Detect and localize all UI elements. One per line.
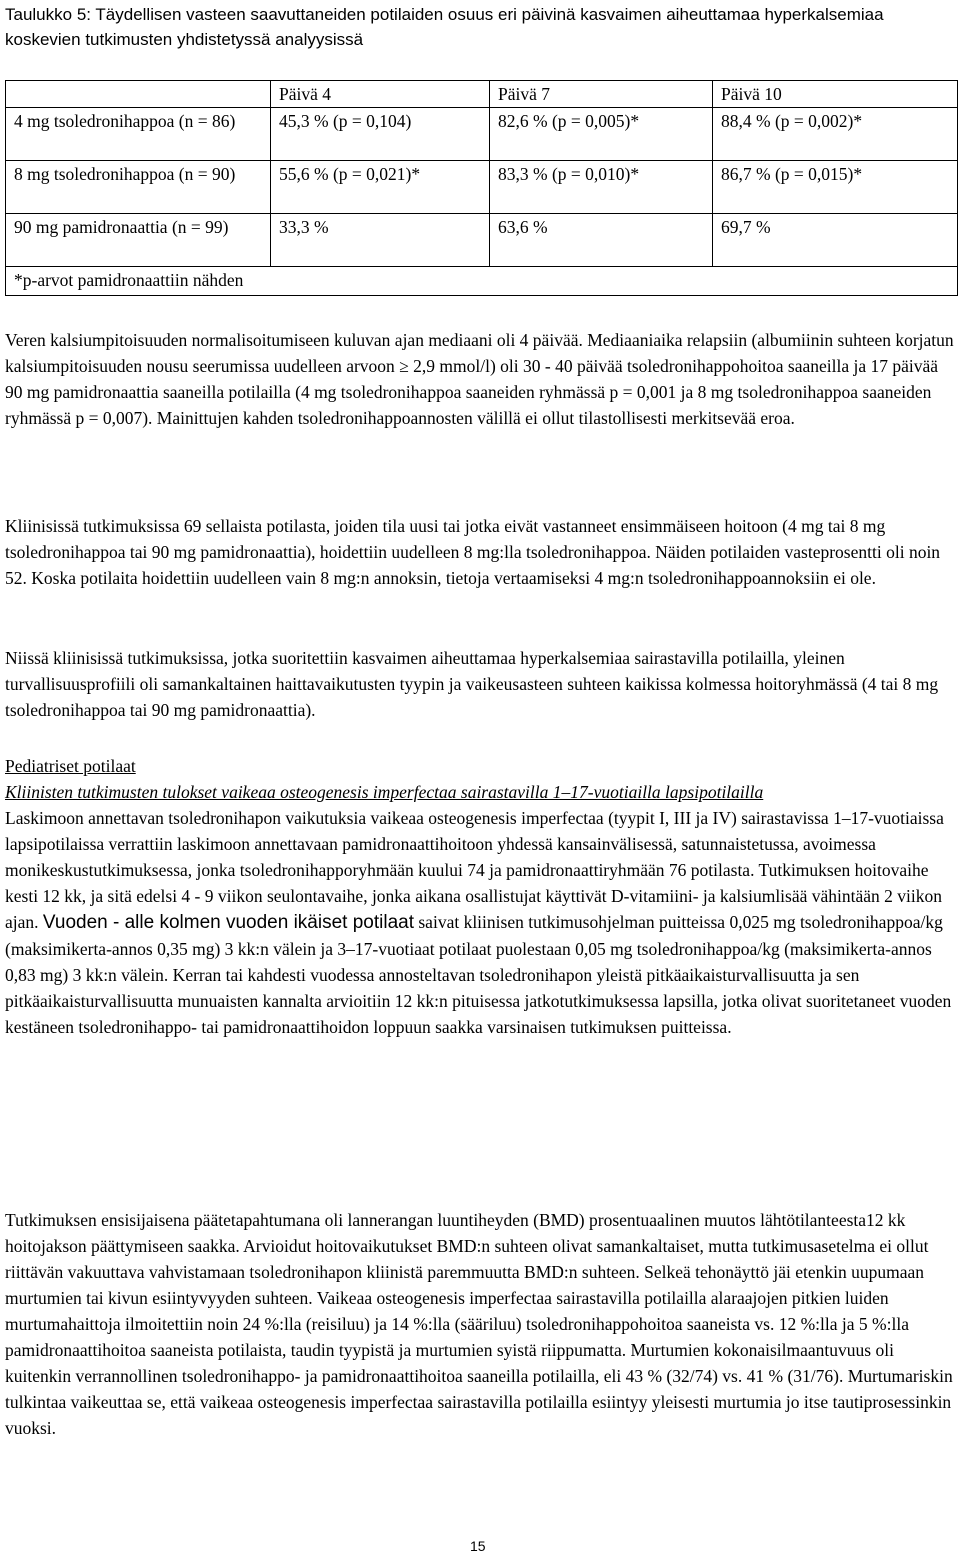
section-heading: Pediatriset potilaat bbox=[5, 756, 136, 776]
table-row bbox=[6, 214, 958, 267]
subsection-heading: Kliinisten tutkimusten tulokset vaikeaa osteogenesis imperfectaa sairastavilla 1–17-vuotiailla lapsipotilailla bbox=[5, 782, 764, 802]
table-footnote-row bbox=[6, 267, 958, 296]
results-table bbox=[5, 80, 958, 296]
paragraph-text: Mediaaniaika relapsiin (albumiinin suhteen korjatun kalsiumpitoisuuden nousu seerumissa uudelleen arvoon bbox=[5, 330, 954, 376]
paragraph-text: Laskimoon annettavan tsoledronihapon vaikutuksia vaikeaa osteogenesis imperfectaa (tyypit I, III ja IV) sairastavissa 1–17-vuotiaissa lapsipotilaissa verrattiin laskimoon annettavaan pamidronaattihoitoon yhdessä kansainvälisessä, satunnaistetussa, avoimessa monikeskustutkimuksessa, jonka tsoledronihapporyhmään kuului 74 ja pamidronaattiryhmään 76 potilasta. Tutkimuksen hoitovaihe kesti 12 kk, ja sitä edelsi 4 - 9 viikon seulontavaihe, jonka aikana osallistujat käyttivät D-vitamiini- ja kalsiumlisää vähintään 2 viikon ajan. bbox=[5, 808, 944, 932]
row-label: 90 mg pamidronaattia (n = 99) bbox=[6, 214, 271, 267]
ge-symbol: ≥ bbox=[399, 356, 409, 376]
paragraph-text: Veren kalsiumpitoisuuden normalisoitumiseen kuluvan ajan mediaani oli 4 päivää. bbox=[5, 330, 583, 350]
header-cell: Päivä 7 bbox=[490, 81, 713, 108]
table-cell: 63,6 % bbox=[490, 214, 713, 267]
section-pediatric bbox=[5, 753, 955, 1040]
paragraph-safety: Niissä kliinisissä tutkimuksissa, jotka suoritettiin kasvaimen aiheuttamaa hyperkalsemiaa sairastavilla potilailla, yleinen turvallisuusprofiili oli samankaltainen haittavaikutusten tyypin ja vaikeusasteen suhteen kaikissa kolmessa hoitoryhmässä (4 tai 8 mg tsoledronihappoa tai 90 mg pamidronaattia). bbox=[5, 648, 939, 720]
table-cell: 33,3 % bbox=[271, 214, 490, 267]
table-cell: 69,7 % bbox=[713, 214, 958, 267]
table-cell: 45,3 % (p = 0,104) bbox=[271, 108, 490, 161]
table-footnote: *p-arvot pamidronaattiin nähden bbox=[6, 267, 958, 296]
paragraph-text: saivat kliinisen tutkimusohjelman puitteissa 0,025 mg tsoledronihappoa/kg (maksimikerta-annos 0,35 mg) 3 kk:n välein ja 3–17-vuotiaat potilaat puolestaan 0,05 mg tsoledronihappoa/kg (maksimikerta-annos 0,83 mg) 3 kk:n välein. Kerran tai kahdesti vuodessa annosteltavan tsoledronihapon yleistä pitkäaikaisturvallisuutta ja sen pitkäaikaisturvallisuutta munuaisten kannalta arvioitiin 12 kk:n pituisessa jatkotutkimuksessa lapsilla, jotka olivat suoritetaneet vuoden kestäneen tsoledronihappo- tai pamidronaattihoidon loppuun saakka varsinaisen tutkimuksen puitteissa. bbox=[5, 912, 952, 1037]
paragraph-retreatment: Kliinisissä tutkimuksissa 69 sellaista potilasta, joiden tila uusi tai jotka eivät vastanneet ensimmäiseen hoitoon (4 mg tai 8 mg tsoledronihappoa tai 90 mg pamidronaattia), hoidettiin uudelleen 8 mg:lla tsoledronihappoa. Näiden potilaiden vasteprosentti oli noin 52. Koska potilaita hoidettiin uudelleen vain 8 mg:n annoksin, tietoja vertaamiseksi 4 mg:n tsoledronihappoannoksiin ei ole. bbox=[5, 516, 941, 588]
paragraph-oi-study bbox=[5, 805, 955, 1040]
table-row bbox=[6, 161, 958, 214]
paragraph-text: 2,9 mmol/l) oli 30 - 40 päivää tsoledronihappohoitoa saaneilla ja 17 päivää 90 mg pamidronaattia saaneilla potilailla (4 mg tsoledronihappoa saaneiden ryhmässä p = 0,001 ja 8 mg tsoledronihappoa saaneiden ryhmässä p = 0,007). bbox=[5, 356, 939, 428]
table-cell: 88,4 % (p = 0,002)* bbox=[713, 108, 958, 161]
row-label: 4 mg tsoledronihappoa (n = 86) bbox=[6, 108, 271, 161]
header-cell bbox=[6, 81, 271, 108]
header-cell: Päivä 10 bbox=[713, 81, 958, 108]
table-row bbox=[6, 108, 958, 161]
table-cell: 83,3 % (p = 0,010)* bbox=[490, 161, 713, 214]
table-cell: 86,7 % (p = 0,015)* bbox=[713, 161, 958, 214]
page-number: 15 bbox=[470, 1538, 486, 1554]
paragraph-text: Vuoden - alle kolmen vuoden ikäiset potilaat bbox=[42, 912, 414, 933]
table-cell: 55,6 % (p = 0,021)* bbox=[271, 161, 490, 214]
paragraph-endpoint: Tutkimuksen ensisijaisena päätetapahtumana oli lannerangan luuntiheyden (BMD) prosentuaalinen muutos lähtötilanteesta12 kk hoitojakson päättymiseen saakka. Arvioidut hoitovaikutukset BMD:n suhteen olivat samankaltaiset, mutta tutkimusasetelma ei ollut riittävän vakuuttava vahvistamaan tsoledronihapon kliinistä paremmuutta BMD:n suhteen. Selkeä tehonäyttö jäi etenkin uupumaan murtumien tai kivun esiintyvyyden suhteen. Vaikeaa osteogenesis imperfectaa sairastavilla potilailla alaraajojen pitkien luiden murtumahaittoja ilmoitettiin noin 24 %:lla (reisiluu) ja 14 %:lla (sääriluu) tsoledronihappohoitoa saaneista vs. 12 %:lla ja 5 %:lla pamidronaattihoitoa saaneista potilaista, taudin tyypistä ja murtumien syistä riippumatta. Murtumien kokonaisilmaantuvuus oli kuitenkin verrannollinen tsoledronihappo- ja pamidronaattihoitoa saaneilla potilailla, eli 43 % (32/74) vs. 41 % (31/76). Murtumariskin tulkintaa vaikeuttaa se, että vaikeaa osteogenesis imperfectaa sairastavilla potilailla esiintyy yleisesti murtumia jo itse tautiprosessinkin vuoksi. bbox=[5, 1210, 953, 1438]
table-caption: Taulukko 5: Täydellisen vasteen saavuttaneiden potilaiden osuus eri päivinä kasvaimen aiheuttamaa hyperkalsemiaa koskevien tutkimusten yhdistetyssä analyysissä bbox=[5, 5, 884, 49]
paragraph-text: Mainittujen kahden tsoledronihappoannosten välillä ei ollut tilastollisesti merkitsevää eroa. bbox=[156, 408, 795, 428]
table-header-row bbox=[6, 81, 958, 108]
table-cell: 82,6 % (p = 0,005)* bbox=[490, 108, 713, 161]
header-cell: Päivä 4 bbox=[271, 81, 490, 108]
paragraph-calcium bbox=[5, 327, 955, 431]
row-label: 8 mg tsoledronihappoa (n = 90) bbox=[6, 161, 271, 214]
